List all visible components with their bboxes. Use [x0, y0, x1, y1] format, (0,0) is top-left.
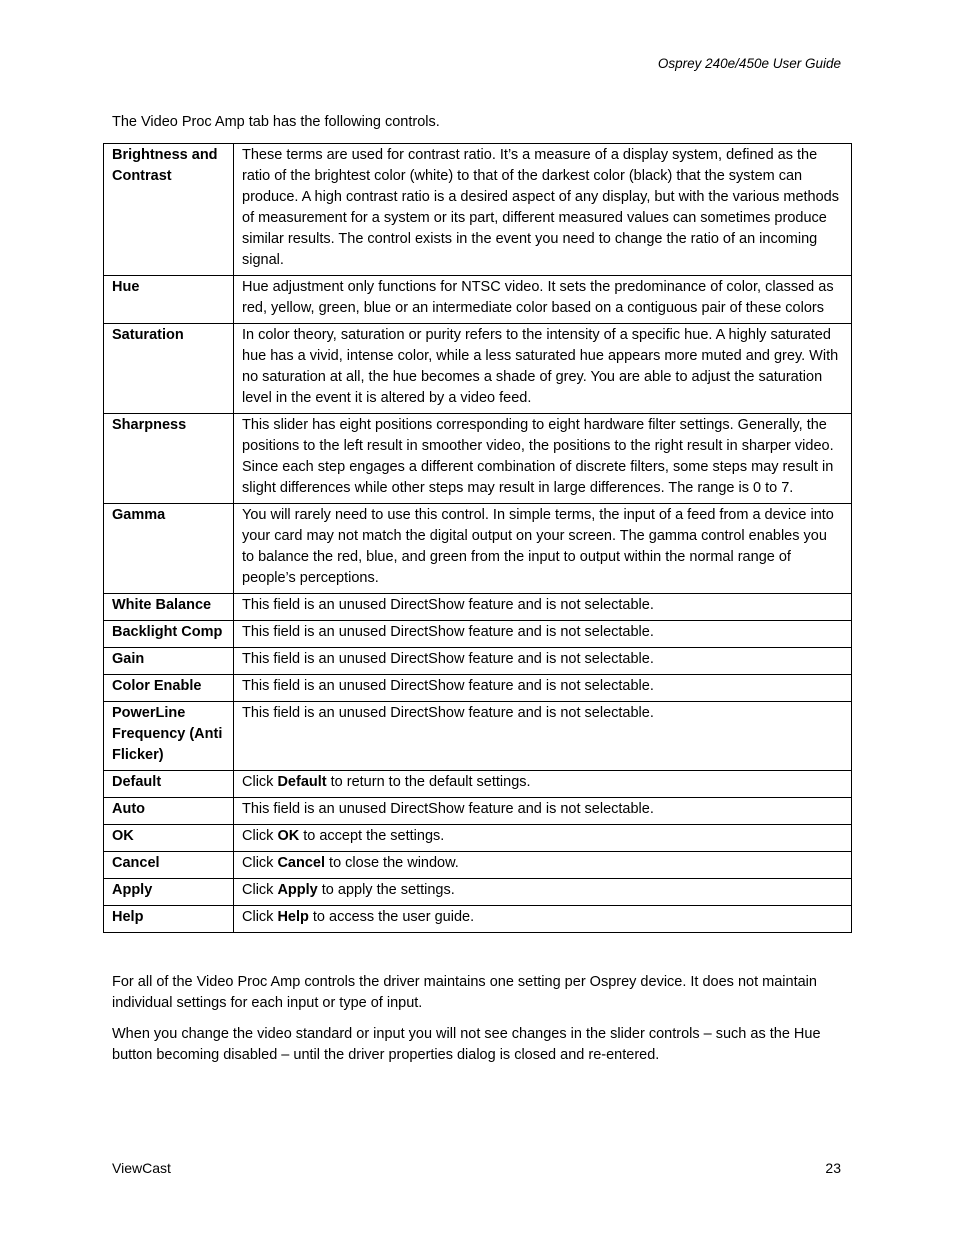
table-row — [104, 825, 852, 852]
table-row — [104, 675, 852, 702]
body-paragraph: For all of the Video Proc Amp controls the driver maintains one setting per Osprey device. It does not maintain individual settings for each input or type of input. — [112, 974, 817, 1011]
row-description: This field is an unused DirectShow feature and is not selectable. — [234, 702, 852, 771]
row-term: Gain — [104, 648, 234, 675]
row-term: Sharpness — [104, 414, 234, 504]
desc-text: to apply the settings. — [317, 882, 455, 898]
body-paragraph: When you change the video standard or input you will not see changes in the slider controls – such as the Hue button becoming disabled – until the driver properties dialog is closed and re-entered. — [112, 1026, 821, 1063]
page-header-title: Osprey 240e/450e User Guide — [657, 56, 841, 71]
row-description: In color theory, saturation or purity refers to the intensity of a specific hue. A highly saturated hue has a vivid, intense color, while a less saturated hue appears more muted and grey. With no saturation at all, the hue becomes a shade of grey. You are able to adjust the saturation level in the event it is altered by a video feed. — [234, 324, 852, 414]
table-row — [104, 852, 852, 879]
row-description: This slider has eight positions corresponding to eight hardware filter settings. Generally, the positions to the left result in smoother video, the positions to the right result in sharper video. Since each step engages a different combination of discrete filters, some steps may result in slight differences while other steps may result in large differences. The range is 0 to 7. — [234, 414, 852, 504]
row-term: Saturation — [104, 324, 234, 414]
row-term: Default — [104, 771, 234, 798]
row-description — [234, 771, 852, 798]
desc-bold: Cancel — [277, 855, 326, 871]
table-row — [104, 144, 852, 276]
row-term: OK — [104, 825, 234, 852]
row-term: Hue — [104, 276, 234, 324]
table-row — [104, 504, 852, 594]
table-row — [104, 879, 852, 906]
row-term: Backlight Comp — [104, 621, 234, 648]
row-term: Auto — [104, 798, 234, 825]
row-term: White Balance — [104, 594, 234, 621]
row-term: Brightness and Contrast — [104, 144, 234, 276]
desc-text: Click — [242, 855, 278, 871]
row-term: PowerLine Frequency (Anti Flicker) — [104, 702, 234, 771]
table-row — [104, 276, 852, 324]
table-row — [104, 324, 852, 414]
row-term: Help — [104, 906, 234, 933]
desc-text: to return to the default settings. — [326, 774, 531, 790]
row-term: Color Enable — [104, 675, 234, 702]
row-description: This field is an unused DirectShow feature and is not selectable. — [234, 648, 852, 675]
row-description: This field is an unused DirectShow feature and is not selectable. — [234, 594, 852, 621]
row-term: Gamma — [104, 504, 234, 594]
table-row — [104, 648, 852, 675]
row-description: This field is an unused DirectShow feature and is not selectable. — [234, 675, 852, 702]
table-row — [104, 906, 852, 933]
table-row — [104, 594, 852, 621]
row-description: You will rarely need to use this control. In simple terms, the input of a feed from a device into your card may not match the digital output on your screen. The gamma control enables you to balance the red, blue, and green from the input to output within the normal range of people’s perceptions. — [234, 504, 852, 594]
desc-text: Click — [242, 909, 278, 925]
desc-text: to close the window. — [325, 855, 459, 871]
table-row — [104, 414, 852, 504]
row-description: This field is an unused DirectShow feature and is not selectable. — [234, 621, 852, 648]
row-description — [234, 906, 852, 933]
table-row — [104, 798, 852, 825]
intro-text: The Video Proc Amp tab has the following controls. — [112, 114, 440, 130]
row-description: This field is an unused DirectShow feature and is not selectable. — [234, 798, 852, 825]
row-description — [234, 852, 852, 879]
row-description: Hue adjustment only functions for NTSC video. It sets the predominance of color, classed as red, yellow, green, blue or an intermediate color based on a contiguous pair of these colors — [234, 276, 852, 324]
row-description — [234, 879, 852, 906]
desc-text: Click — [242, 882, 278, 898]
desc-bold: Help — [277, 909, 309, 925]
desc-bold: OK — [277, 828, 300, 844]
table-row — [104, 702, 852, 771]
row-description — [234, 825, 852, 852]
desc-text: Click — [242, 774, 278, 790]
desc-text: to access the user guide. — [308, 909, 475, 925]
desc-text: Click — [242, 828, 278, 844]
desc-bold: Default — [277, 774, 327, 790]
row-term: Apply — [104, 879, 234, 906]
footer-company: ViewCast — [112, 1160, 171, 1176]
row-description: These terms are used for contrast ratio. It’s a measure of a display system, defined as the ratio of the brightest color (white) to that of the darkest color (black) that the system can produce. A high contrast ratio is a desired aspect of any display, but with the various methods of measurement for a system or its part, different measured values can sometimes produce similar results. The control exists in the event you need to change the ratio of an incoming signal. — [234, 144, 852, 276]
table-row — [104, 771, 852, 798]
table-row — [104, 621, 852, 648]
desc-bold: Apply — [277, 882, 318, 898]
row-term: Cancel — [104, 852, 234, 879]
desc-text: to accept the settings. — [299, 828, 445, 844]
page-number: 23 — [825, 1160, 841, 1176]
controls-table — [103, 143, 852, 933]
